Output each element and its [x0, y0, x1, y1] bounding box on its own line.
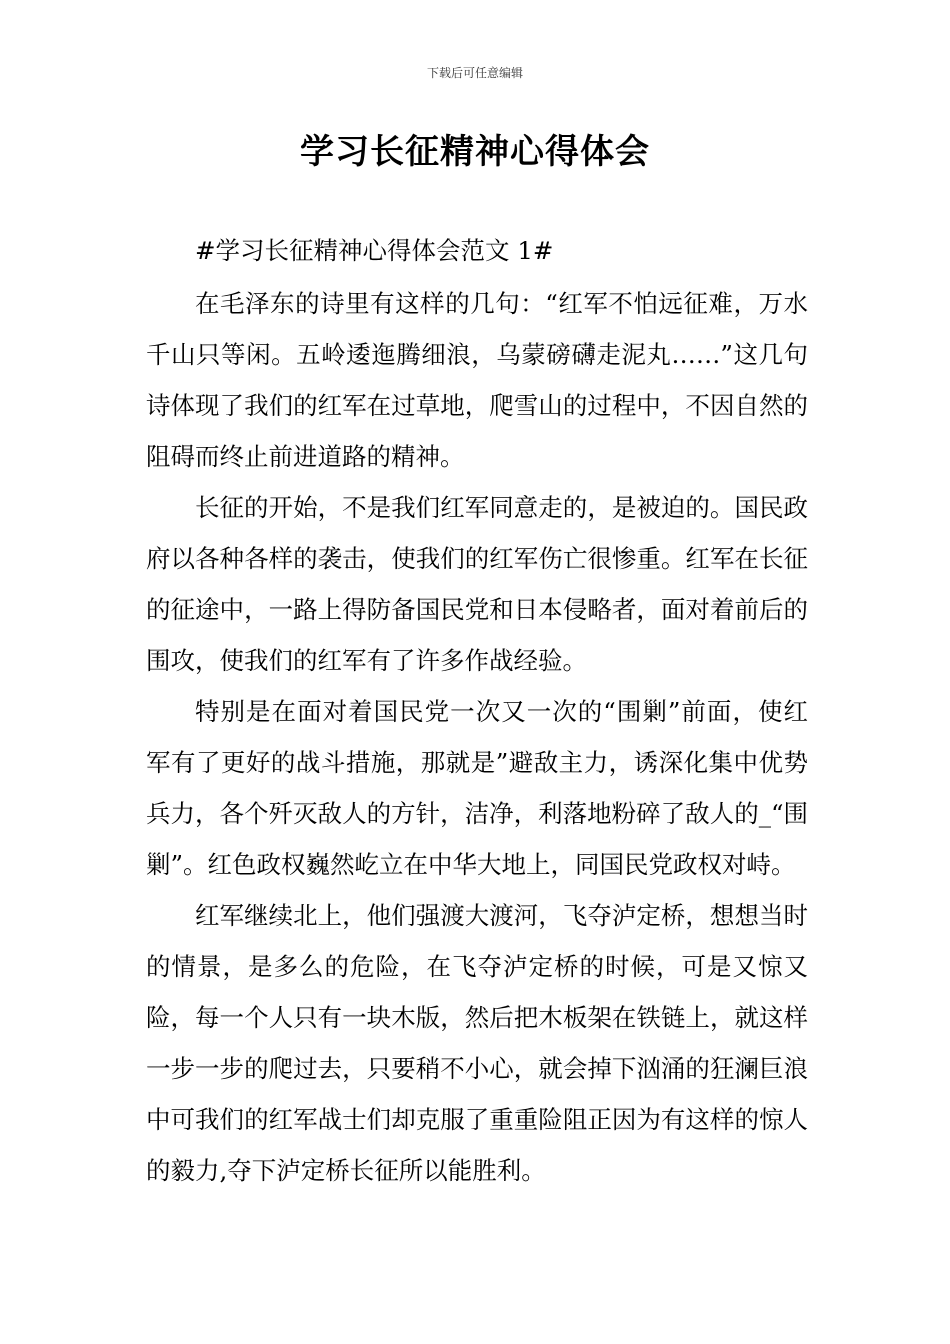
paragraph-3: 特别是在面对着国民党一次又一次的“围剿”前面，使红军有了更好的战斗措施，那就是”避敌主力，诱深化集中优势兵力，各个歼灭敌人的方针，洁净，利落地粉碎了敌人的_“围剿”。红色政权巍然屹立在中华大地上，同国民党政权对峙。	[146, 697, 808, 879]
header-note: 下载后可任意编辑	[426, 66, 523, 80]
document-title: 学习长征精神心得体会	[300, 132, 650, 172]
paragraph-2: 长征的开始，不是我们红军同意走的，是被迫的。国民政府以各种各样的袭击，使我们的红军伤亡很惨重。红军在长征的征途中，一路上得防备国民党和日本侵略者，面对着前后的围攻，使我们的红军有了许多作战经验。	[146, 493, 808, 675]
section-heading: #学习长征精神心得体会范文 1#	[195, 236, 554, 265]
document-body	[146, 225, 808, 1196]
paragraph-1: 在毛泽东的诗里有这样的几句：“红军不怕远征难，万水千山只等闲。五岭逶迤腾细浪，乌蒙磅礴走泥丸……”这几句诗体现了我们的红军在过草地，爬雪山的过程中，不因自然的阻碍而终止前进道路的精神。	[146, 289, 808, 471]
paragraph-4: 红军继续北上，他们强渡大渡河，飞夺泸定桥，想想当时的情景，是多么的危险，在飞夺泸定桥的时候，可是又惊又险，每一个人只有一块木版，然后把木板架在铁链上，就这样一步一步的爬过去，只要稍不小心，就会掉下汹涌的狂澜巨浪中可我们的红军战士们却克服了重重险阻正因为有这样的惊人的毅力,夺下泸定桥长征所以能胜利。	[146, 901, 808, 1185]
